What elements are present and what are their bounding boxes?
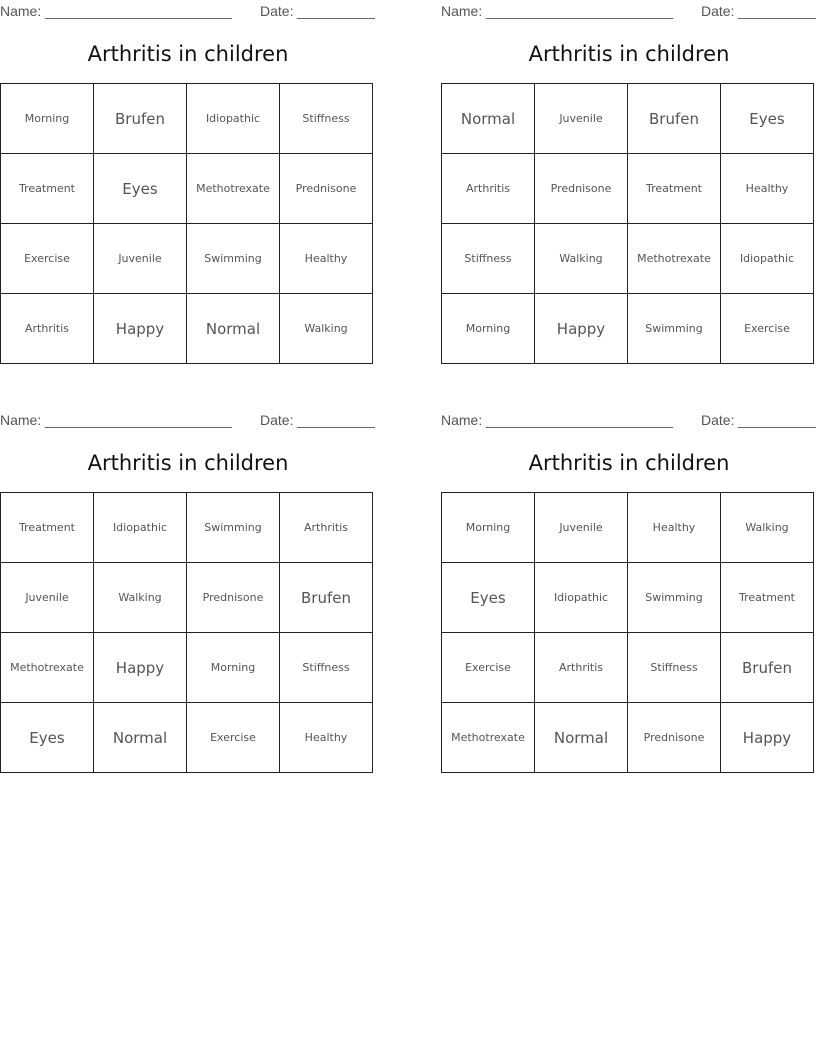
- bingo-card-3: [0, 409, 376, 789]
- grid-row: [1, 633, 373, 703]
- grid-cell: Exercise: [721, 294, 814, 364]
- grid-row: [442, 493, 814, 563]
- grid-cell: Walking: [535, 224, 628, 294]
- card-header: [441, 412, 816, 428]
- card-title: Arthritis in children: [528, 451, 730, 475]
- grid-cell: Methotrexate: [442, 703, 535, 773]
- card-header: [0, 3, 376, 19]
- date-label: Date:: [701, 3, 735, 19]
- name-blank-line: ________________________: [486, 3, 673, 19]
- grid-cell: Happy: [535, 294, 628, 364]
- grid-cell: Brufen: [721, 633, 814, 703]
- card-header: [0, 412, 376, 428]
- grid-cell: Eyes: [1, 703, 94, 773]
- grid-cell: Healthy: [280, 703, 373, 773]
- date-blank-line: __________: [297, 3, 375, 19]
- grid-cell: Exercise: [187, 703, 280, 773]
- grid-cell: Swimming: [187, 493, 280, 563]
- grid-cell: Stiffness: [280, 84, 373, 154]
- grid-cell: Prednisone: [535, 154, 628, 224]
- grid-cell: Normal: [94, 703, 187, 773]
- bingo-grid: [441, 83, 814, 364]
- grid-cell: Exercise: [442, 633, 535, 703]
- grid-row: [1, 703, 373, 773]
- grid-cell: Happy: [721, 703, 814, 773]
- grid-cell: Juvenile: [535, 493, 628, 563]
- name-label: Name:: [441, 3, 483, 19]
- grid-cell: Idiopathic: [535, 563, 628, 633]
- grid-cell: Juvenile: [535, 84, 628, 154]
- date-label: Date:: [701, 412, 735, 428]
- grid-cell: Arthritis: [442, 154, 535, 224]
- grid-cell: Prednisone: [280, 154, 373, 224]
- date-blank-line: __________: [738, 3, 816, 19]
- name-blank-line: ________________________: [45, 412, 232, 428]
- card-header: [441, 3, 816, 19]
- grid-cell: Stiffness: [442, 224, 535, 294]
- name-blank-line: ________________________: [486, 412, 673, 428]
- grid-row: [1, 84, 373, 154]
- bingo-card-2: [441, 0, 816, 380]
- date-blank-line: __________: [738, 412, 816, 428]
- grid-cell: Methotrexate: [187, 154, 280, 224]
- grid-cell: Swimming: [628, 563, 721, 633]
- grid-cell: Prednisone: [628, 703, 721, 773]
- grid-cell: Treatment: [721, 563, 814, 633]
- grid-cell: Healthy: [721, 154, 814, 224]
- grid-row: [1, 493, 373, 563]
- grid-cell: Morning: [442, 493, 535, 563]
- grid-row: [442, 84, 814, 154]
- grid-cell: Brufen: [94, 84, 187, 154]
- grid-cell: Morning: [187, 633, 280, 703]
- grid-cell: Eyes: [721, 84, 814, 154]
- name-label: Name:: [0, 3, 42, 19]
- grid-cell: Morning: [1, 84, 94, 154]
- grid-cell: Happy: [94, 633, 187, 703]
- grid-cell: Walking: [94, 563, 187, 633]
- card-title: Arthritis in children: [87, 42, 289, 66]
- card-title: Arthritis in children: [528, 42, 730, 66]
- bingo-grid: [0, 492, 373, 773]
- grid-cell: Morning: [442, 294, 535, 364]
- grid-cell: Healthy: [628, 493, 721, 563]
- grid-cell: Normal: [187, 294, 280, 364]
- grid-row: [442, 154, 814, 224]
- grid-cell: Idiopathic: [94, 493, 187, 563]
- grid-cell: Juvenile: [1, 563, 94, 633]
- grid-cell: Healthy: [280, 224, 373, 294]
- grid-row: [442, 224, 814, 294]
- grid-cell: Treatment: [628, 154, 721, 224]
- grid-cell: Brufen: [280, 563, 373, 633]
- name-label: Name:: [0, 412, 42, 428]
- grid-cell: Exercise: [1, 224, 94, 294]
- date-label: Date:: [260, 3, 294, 19]
- grid-cell: Eyes: [442, 563, 535, 633]
- grid-cell: Walking: [721, 493, 814, 563]
- grid-row: [1, 154, 373, 224]
- grid-cell: Stiffness: [280, 633, 373, 703]
- name-blank-line: ________________________: [45, 3, 232, 19]
- grid-cell: Methotrexate: [628, 224, 721, 294]
- grid-cell: Walking: [280, 294, 373, 364]
- grid-cell: Normal: [442, 84, 535, 154]
- grid-cell: Treatment: [1, 154, 94, 224]
- grid-row: [1, 563, 373, 633]
- date-label: Date:: [260, 412, 294, 428]
- grid-cell: Prednisone: [187, 563, 280, 633]
- grid-row: [442, 703, 814, 773]
- grid-cell: Idiopathic: [721, 224, 814, 294]
- grid-cell: Juvenile: [94, 224, 187, 294]
- grid-cell: Arthritis: [280, 493, 373, 563]
- date-blank-line: __________: [297, 412, 375, 428]
- grid-cell: Arthritis: [535, 633, 628, 703]
- card-title: Arthritis in children: [87, 451, 289, 475]
- grid-cell: Methotrexate: [1, 633, 94, 703]
- grid-row: [442, 563, 814, 633]
- bingo-grid: [0, 83, 373, 364]
- grid-row: [1, 224, 373, 294]
- bingo-card-4: [441, 409, 816, 789]
- grid-cell: Treatment: [1, 493, 94, 563]
- grid-cell: Idiopathic: [187, 84, 280, 154]
- bingo-grid: [441, 492, 814, 773]
- grid-row: [442, 633, 814, 703]
- grid-cell: Happy: [94, 294, 187, 364]
- grid-cell: Arthritis: [1, 294, 94, 364]
- grid-cell: Eyes: [94, 154, 187, 224]
- grid-cell: Swimming: [187, 224, 280, 294]
- grid-row: [1, 294, 373, 364]
- grid-row: [442, 294, 814, 364]
- name-label: Name:: [441, 412, 483, 428]
- bingo-card-1: [0, 0, 376, 380]
- grid-cell: Swimming: [628, 294, 721, 364]
- grid-cell: Stiffness: [628, 633, 721, 703]
- grid-cell: Brufen: [628, 84, 721, 154]
- grid-cell: Normal: [535, 703, 628, 773]
